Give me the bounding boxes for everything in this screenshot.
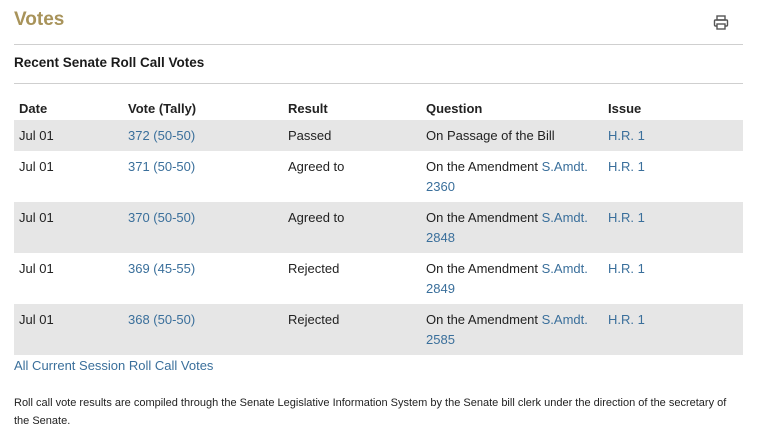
- table-row: [14, 120, 743, 151]
- amendment-link[interactable]: S.Amdt. 2849: [426, 261, 588, 296]
- vote-question: On Passage of the Bill: [426, 128, 555, 143]
- vote-date: Jul 01: [19, 261, 54, 276]
- vote-tally-link[interactable]: 368 (50-50): [128, 312, 196, 327]
- vote-date: Jul 01: [14, 202, 123, 253]
- vote-question: On the Amendment: [426, 312, 542, 327]
- vote-result: Agreed to: [288, 159, 345, 174]
- printer-icon[interactable]: [712, 14, 730, 32]
- column-header-question: Question: [426, 100, 483, 116]
- vote-question: On the Amendment: [426, 210, 542, 225]
- issue-link[interactable]: H.R. 1: [608, 159, 645, 174]
- amendment-link[interactable]: S.Amdt. 2848: [426, 210, 588, 245]
- vote-result: Passed: [283, 120, 421, 151]
- table-row: [14, 304, 743, 355]
- vote-date: Jul 01: [19, 159, 54, 174]
- divider: [14, 44, 743, 45]
- amendment-link[interactable]: S.Amdt. 2585: [426, 312, 588, 347]
- vote-tally-link[interactable]: 370 (50-50): [128, 210, 196, 225]
- footnote: Roll call vote results are compiled through the Senate Legislative Information System by the Senate bill clerk under the direction of the secretary of the Senate.: [14, 397, 727, 427]
- vote-question: On the Amendment: [426, 261, 542, 276]
- page-title: Votes: [14, 9, 65, 30]
- column-header-issue: Issue: [608, 100, 642, 116]
- vote-result: Rejected: [288, 261, 340, 276]
- vote-tally-link[interactable]: 372 (50-50): [128, 128, 196, 143]
- all-roll-call-votes-link[interactable]: All Current Session Roll Call Votes: [14, 358, 214, 373]
- issue-link[interactable]: H.R. 1: [608, 210, 645, 225]
- issue-link[interactable]: H.R. 1: [608, 312, 645, 327]
- table-row: [14, 202, 743, 253]
- vote-question: On the Amendment: [426, 159, 542, 174]
- vote-result: Agreed to: [283, 202, 421, 253]
- votes-table: [14, 96, 743, 355]
- column-header-date: Date: [19, 100, 48, 116]
- amendment-link[interactable]: S.Amdt. 2360: [426, 159, 588, 194]
- section-subtitle: Recent Senate Roll Call Votes: [14, 55, 205, 70]
- vote-tally-link[interactable]: 369 (45-55): [128, 261, 196, 276]
- table-header-row: [14, 96, 743, 120]
- vote-result: Rejected: [283, 304, 421, 355]
- vote-date: Jul 01: [14, 120, 123, 151]
- vote-tally-link[interactable]: 371 (50-50): [128, 159, 196, 174]
- vote-date: Jul 01: [14, 304, 123, 355]
- table-row: [14, 253, 743, 304]
- column-header-vote: Vote (Tally): [128, 100, 197, 116]
- divider: [14, 83, 743, 84]
- column-header-result: Result: [288, 100, 328, 116]
- issue-link[interactable]: H.R. 1: [608, 261, 645, 276]
- table-row: [14, 151, 743, 202]
- issue-link[interactable]: H.R. 1: [608, 128, 645, 143]
